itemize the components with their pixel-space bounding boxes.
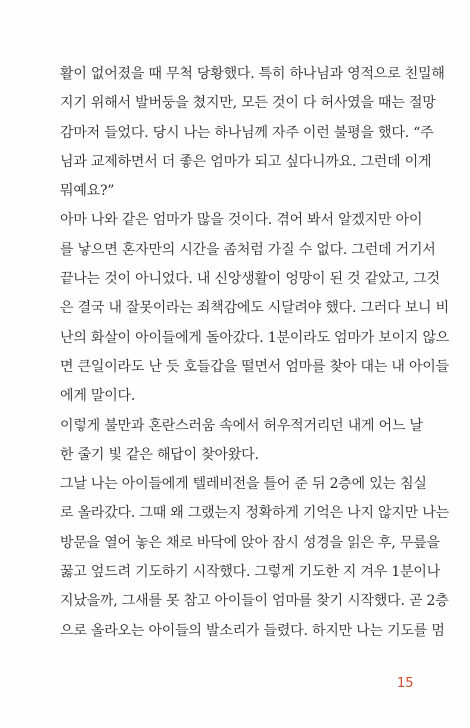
text-line: 방문을 열어 놓은 채로 바닥에 앉아 잠시 성경을 읽은 후, 무릎을 bbox=[60, 534, 440, 551]
paragraph bbox=[60, 206, 450, 411]
paragraph bbox=[60, 60, 445, 206]
text-line: 으로 올라오는 아이들의 발소리가 들렸다. 하지만 나는 기도를 멈 bbox=[60, 622, 445, 639]
text-line: 님과 교제하면서 더 좋은 엄마가 되고 싶다니까요. 그런데 이게 bbox=[60, 153, 432, 170]
text-line: 활이 없어졌을 때 무척 당황했다. 특히 하나님과 영적으로 친밀해 bbox=[60, 66, 445, 82]
text-line: 그날 나는 아이들에게 텔레비전을 틀어 준 뒤 2층에 있는 침실 bbox=[60, 476, 427, 493]
page-number: 15 bbox=[397, 676, 414, 691]
text-line: 로 올라갔다. 그때 왜 그랬는지 정확하게 기억은 나지 않지만 나는 bbox=[60, 505, 449, 522]
text-line: 꿇고 엎드려 기도하기 시작했다. 그렇게 기도한 지 겨우 1분이나 bbox=[60, 564, 441, 581]
text-line: 아마 나와 같은 엄마가 많을 것이다. 겪어 봐서 알겠지만 아이 bbox=[60, 212, 423, 229]
body-text bbox=[60, 60, 450, 646]
text-line: 에게 말이다. bbox=[60, 388, 136, 405]
paragraph bbox=[60, 470, 449, 646]
text-line: 이렇게 불만과 혼란스러움 속에서 허우적거리던 내게 어느 날 bbox=[60, 417, 423, 434]
text-line: 를 낳으면 혼자만의 시간을 좀처럼 가질 수 없다. 그런데 거기서 bbox=[60, 241, 436, 258]
text-line: 면 큰일이라도 난 듯 호들갑을 떨면서 엄마를 찾아 대는 내 아이들 bbox=[60, 358, 449, 375]
text-line: 끝나는 것이 아니었다. 내 신앙생활이 엉망이 된 것 같았고, 그것 bbox=[60, 271, 440, 288]
text-line: 한 줄기 빛 같은 해답이 찾아왔다. bbox=[60, 446, 259, 463]
text-line: 지기 위해서 발버둥을 쳤지만, 모든 것이 다 허사였을 때는 절망 bbox=[60, 95, 436, 112]
text-line: 지났을까, 그새를 못 참고 아이들이 엄마를 찾기 시작했다. 곧 2층 bbox=[60, 593, 449, 610]
text-line: 뭐예요?” bbox=[60, 183, 115, 200]
text-line: 은 결국 내 잘못이라는 죄책감에도 시달려야 했다. 그러다 보니 비 bbox=[60, 300, 449, 317]
text-line: 난의 화살이 아이들에게 돌아갔다. 1분이라도 엄마가 보이지 않으 bbox=[60, 329, 450, 346]
text-line: 감마저 들었다. 당시 나는 하나님께 자주 이런 불평을 했다. “주 bbox=[60, 124, 434, 141]
paragraph bbox=[60, 412, 423, 471]
